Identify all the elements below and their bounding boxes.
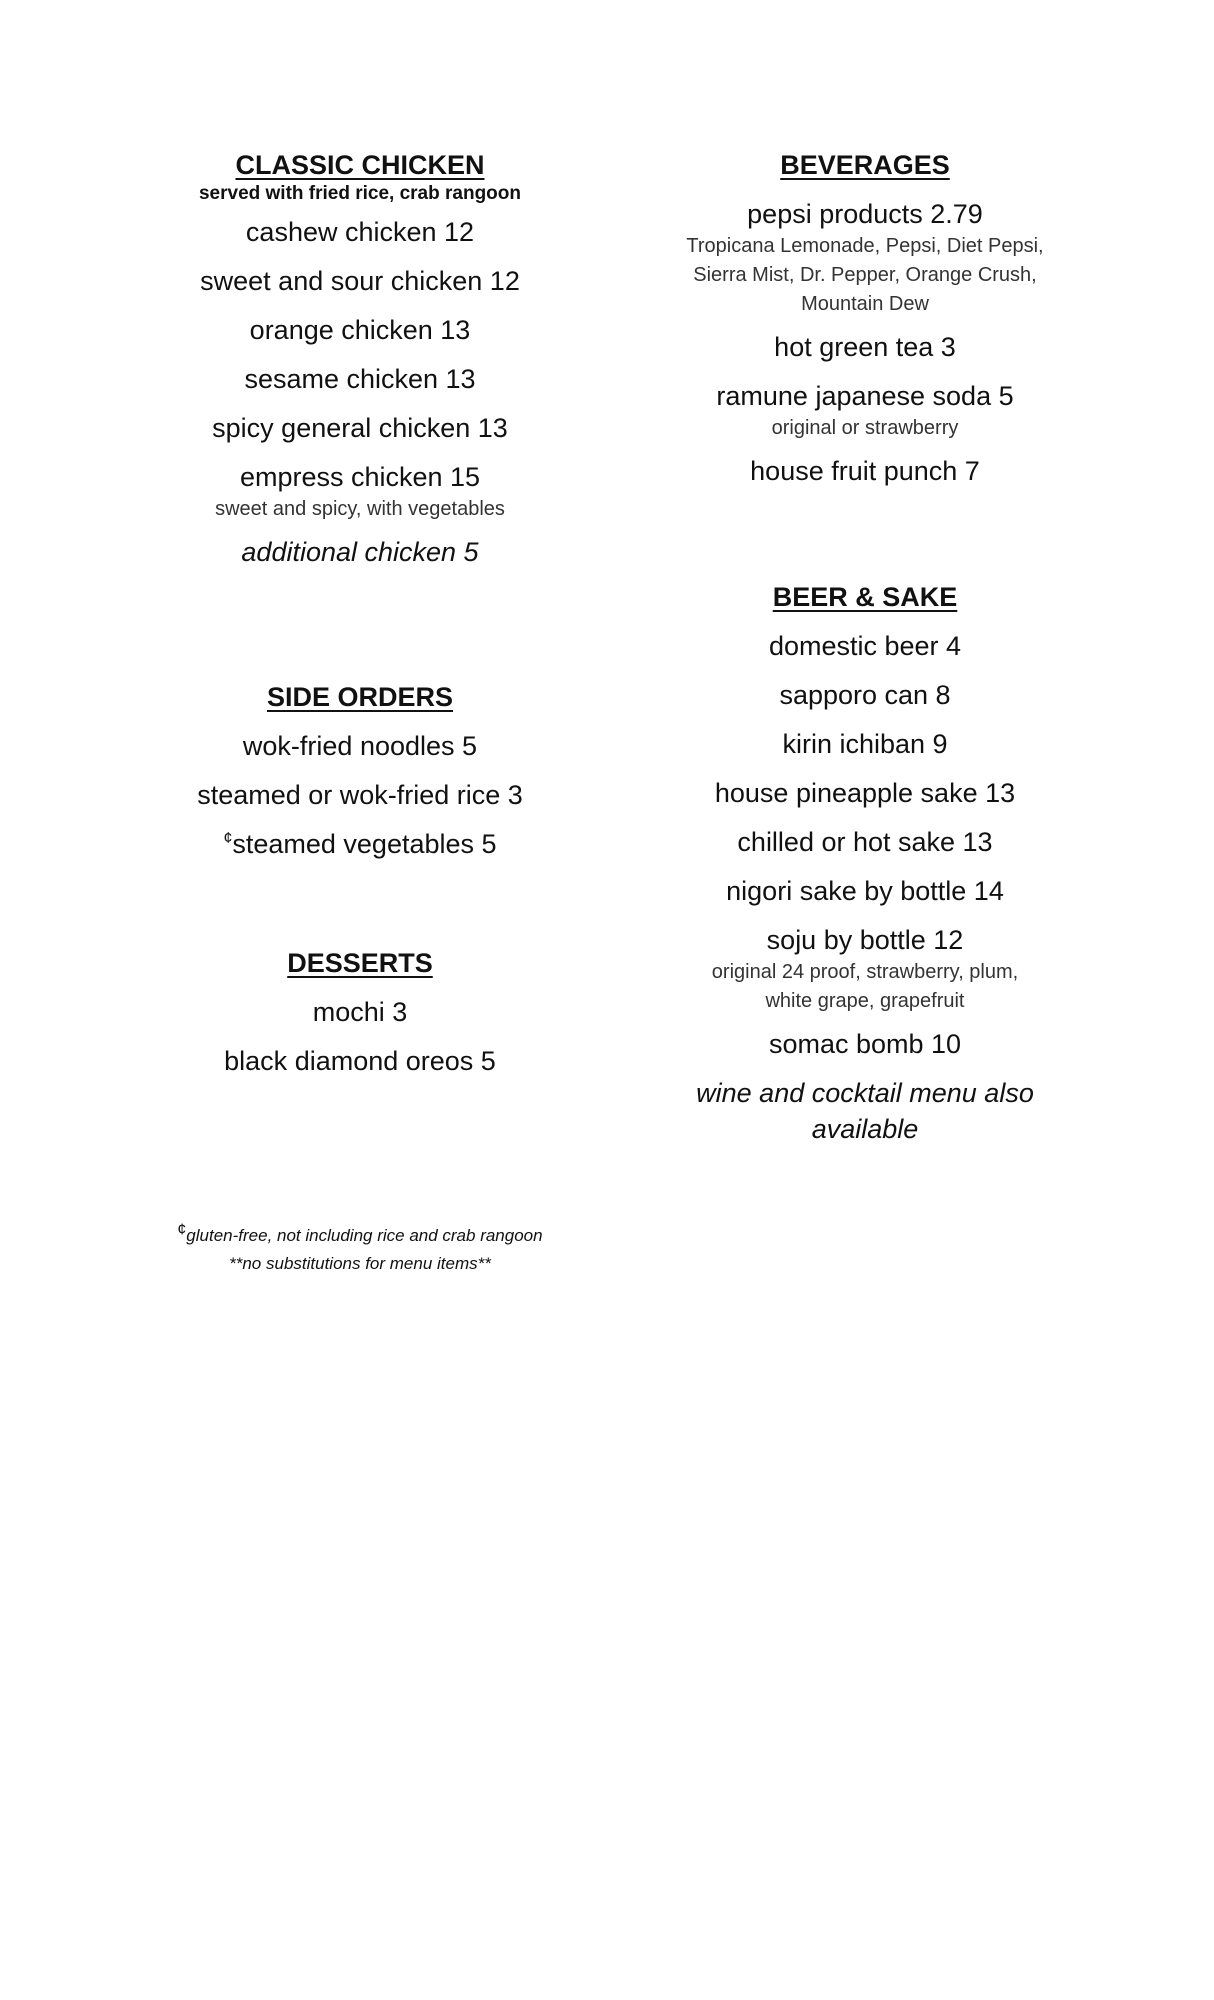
classic-chicken-subheading: served with fried rice, crab rangoon xyxy=(198,183,522,204)
desserts-section xyxy=(160,946,560,1092)
menu-item-description: sweet and spicy, with vegetables xyxy=(215,498,505,520)
menu-item-description: original 24 proof, strawberry, plum, xyxy=(711,961,1019,983)
menu-item: empress chicken 15 xyxy=(239,462,481,492)
menu-item-description: Tropicana Lemonade, Pepsi, Diet Pepsi, xyxy=(686,235,1044,257)
menu-item: house pineapple sake 13 xyxy=(714,778,1016,808)
gluten-free-mark: ¢ xyxy=(223,830,233,847)
menu-item: orange chicken 13 xyxy=(249,315,471,345)
gluten-free-note: gluten-free, not including rice and crab rangoon xyxy=(186,1226,543,1245)
menu-item: cashew chicken 12 xyxy=(245,217,475,247)
additional-chicken-item: additional chicken 5 xyxy=(241,537,479,567)
menu-item: domestic beer 4 xyxy=(768,631,962,661)
menu-item: soju by bottle 12 xyxy=(766,925,964,955)
menu-item: steamed or wok-fried rice 3 xyxy=(197,780,523,810)
menu-item: mochi 3 xyxy=(312,997,408,1027)
classic-chicken-section xyxy=(160,148,560,583)
menu-item: hot green tea 3 xyxy=(774,332,956,362)
footnotes xyxy=(120,1222,600,1278)
menu-item: spicy general chicken 13 xyxy=(212,413,508,443)
menu-item-description: white grape, grapefruit xyxy=(765,990,965,1012)
no-substitutions-note: **no substitutions for menu items** xyxy=(229,1254,491,1273)
menu-item-description: original or strawberry xyxy=(771,417,959,439)
gluten-free-footnote xyxy=(120,1222,600,1250)
wine-menu-note: wine and cocktail menu also xyxy=(696,1078,1034,1108)
menu-item: ramune japanese soda 5 xyxy=(716,381,1014,411)
menu-item: wok-fried noodles 5 xyxy=(242,731,478,761)
menu-item: sapporo can 8 xyxy=(779,680,951,710)
side-orders-heading: SIDE ORDERS xyxy=(266,682,454,712)
beverages-heading: BEVERAGES xyxy=(780,150,950,180)
desserts-heading: DESSERTS xyxy=(287,948,433,978)
menu-item-description: Mountain Dew xyxy=(801,293,929,315)
beer-sake-heading: BEER & SAKE xyxy=(772,582,958,612)
menu-item: nigori sake by bottle 14 xyxy=(726,876,1004,906)
menu-item-description: Sierra Mist, Dr. Pepper, Orange Crush, xyxy=(693,264,1037,286)
menu-item: house fruit punch 7 xyxy=(750,456,980,486)
menu-item: pepsi products 2.79 xyxy=(747,199,983,229)
menu-item: sesame chicken 13 xyxy=(244,364,476,394)
beverages-section xyxy=(660,148,1070,502)
menu-item: kirin ichiban 9 xyxy=(782,729,948,759)
wine-menu-note: available xyxy=(811,1114,919,1144)
menu-item xyxy=(160,826,560,862)
classic-chicken-heading: CLASSIC CHICKEN xyxy=(235,150,485,180)
beer-sake-section xyxy=(660,580,1070,1160)
gluten-free-mark: ¢ xyxy=(177,1221,187,1239)
menu-item: sweet and sour chicken 12 xyxy=(200,266,520,296)
menu-item-label: steamed vegetables 5 xyxy=(232,829,497,859)
menu-item: black diamond oreos 5 xyxy=(224,1046,496,1076)
side-orders-section xyxy=(160,680,560,875)
menu-item: somac bomb 10 xyxy=(768,1029,962,1059)
menu-item: chilled or hot sake 13 xyxy=(737,827,993,857)
